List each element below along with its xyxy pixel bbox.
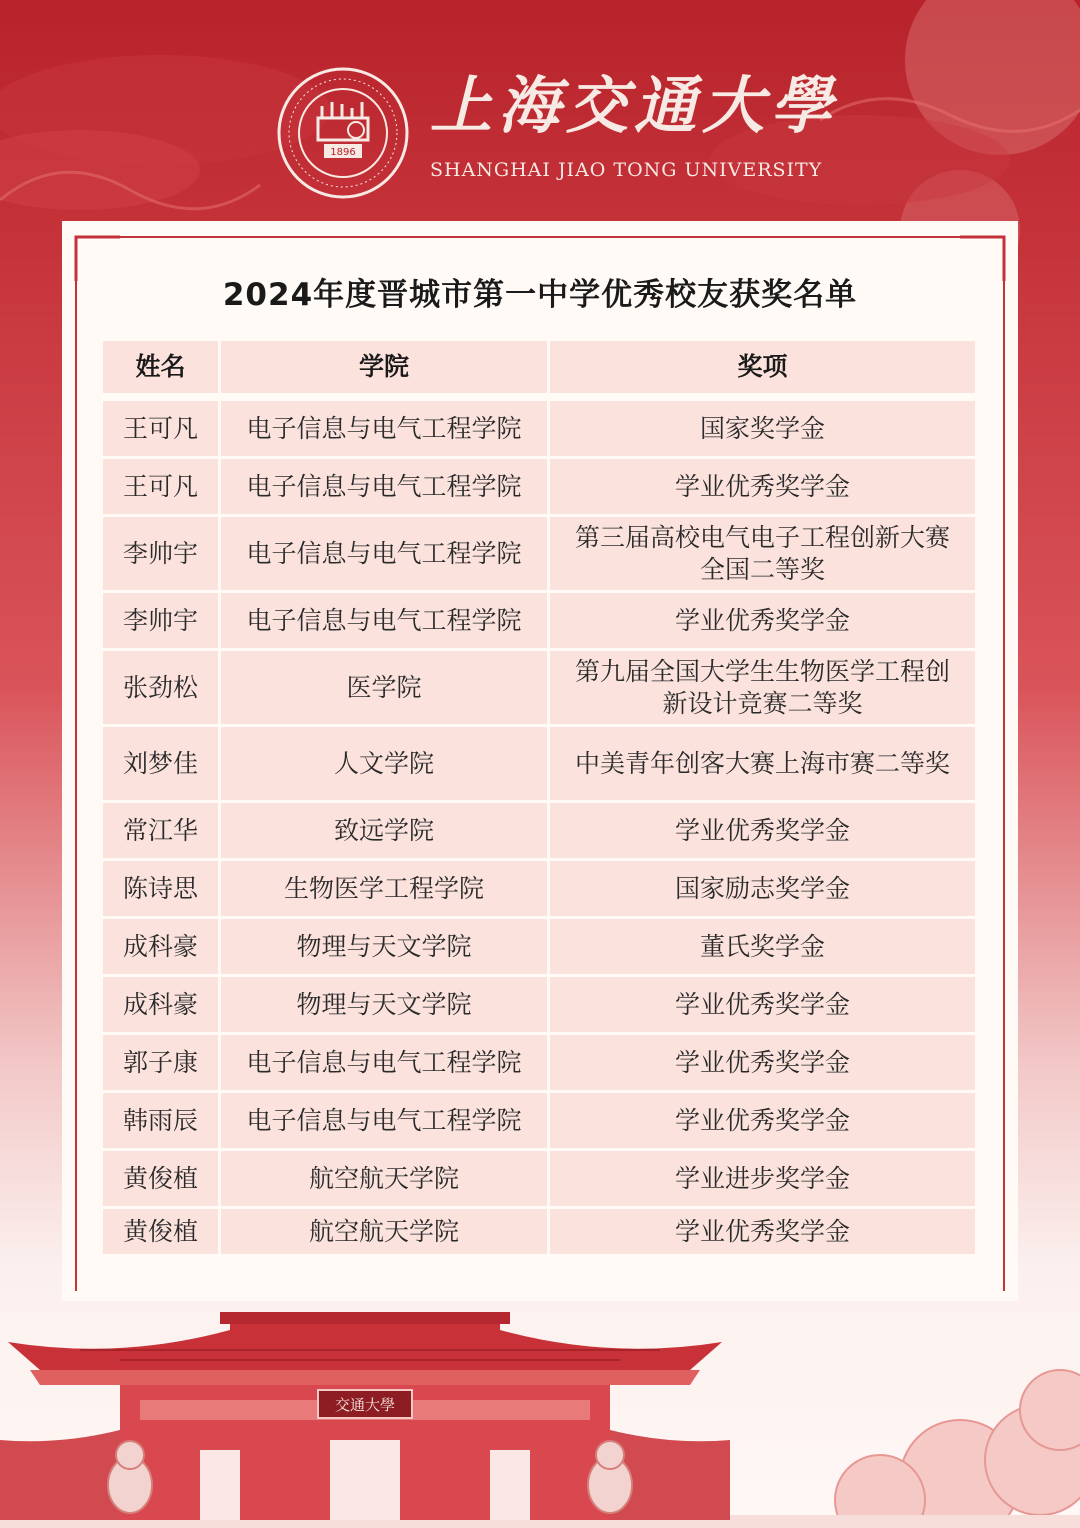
auspicious-cloud-icon (835, 1370, 1080, 1528)
cell-award: 学业进步奖学金 (550, 1151, 975, 1206)
cell-college: 电子信息与电气工程学院 (221, 1093, 547, 1148)
cell-award: 董氏奖学金 (550, 919, 975, 974)
table-row (103, 459, 975, 514)
cell-college: 电子信息与电气工程学院 (221, 401, 547, 456)
table-row (103, 651, 975, 724)
university-gate-illustration-icon (0, 1290, 1080, 1528)
cell-name: 刘梦佳 (103, 727, 218, 800)
table-row (103, 977, 975, 1032)
cell-college: 人文学院 (221, 727, 547, 800)
header (0, 0, 1080, 220)
table-row (103, 727, 975, 800)
university-seal-icon (276, 66, 410, 200)
cell-name: 王可凡 (103, 401, 218, 456)
gate-plaque: 交通大學 (334, 1396, 396, 1414)
seal-year: 1896 (330, 147, 356, 158)
cell-award: 学业优秀奖学金 (550, 1035, 975, 1090)
header-gap (103, 396, 975, 398)
university-name-cn: 上海交通大學 (430, 69, 839, 142)
cell-award: 学业优秀奖学金 (550, 459, 975, 514)
cell-award: 学业优秀奖学金 (550, 1209, 975, 1254)
table-row (103, 1209, 975, 1254)
cell-college: 物理与天文学院 (221, 977, 547, 1032)
table-row (103, 861, 975, 916)
cell-award: 国家奖学金 (550, 401, 975, 456)
table-row (103, 1151, 975, 1206)
table-row (103, 1035, 975, 1090)
table-row (103, 1093, 975, 1148)
cell-college: 致远学院 (221, 803, 547, 858)
table-row (103, 593, 975, 648)
table-row (103, 517, 975, 590)
cell-name: 常江华 (103, 803, 218, 858)
column-header-award: 奖项 (550, 341, 975, 393)
page-title: 2024年度晋城市第一中学优秀校友获奖名单 (222, 277, 858, 313)
cell-name: 韩雨辰 (103, 1093, 218, 1148)
cell-college: 航空航天学院 (221, 1151, 547, 1206)
cell-college: 物理与天文学院 (221, 919, 547, 974)
cell-college: 电子信息与电气工程学院 (221, 1035, 547, 1090)
cell-name: 李帅宇 (103, 593, 218, 648)
table-row (103, 401, 975, 456)
cell-college: 生物医学工程学院 (221, 861, 547, 916)
cell-name: 黄俊植 (103, 1209, 218, 1254)
table-row (103, 803, 975, 858)
cell-college: 电子信息与电气工程学院 (221, 593, 547, 648)
cell-name: 黄俊植 (103, 1151, 218, 1206)
cell-award: 学业优秀奖学金 (550, 1093, 975, 1148)
university-name-en: SHANGHAI JIAO TONG UNIVERSITY (430, 159, 823, 181)
cell-name: 李帅宇 (103, 517, 218, 590)
cell-name: 陈诗思 (103, 861, 218, 916)
cell-college: 电子信息与电气工程学院 (221, 517, 547, 590)
cell-name: 郭子康 (103, 1035, 218, 1090)
cell-award: 第九届全国大学生生物医学工程创新设计竞赛二等奖 (550, 651, 975, 724)
column-header-college: 学院 (221, 341, 547, 393)
cell-college: 电子信息与电气工程学院 (221, 459, 547, 514)
cell-award: 学业优秀奖学金 (550, 803, 975, 858)
cell-name: 王可凡 (103, 459, 218, 514)
cell-name: 张劲松 (103, 651, 218, 724)
awards-table (100, 338, 978, 1257)
cell-award: 中美青年创客大赛上海市赛二等奖 (550, 727, 975, 800)
cell-college: 医学院 (221, 651, 547, 724)
cell-award: 学业优秀奖学金 (550, 593, 975, 648)
cell-college: 航空航天学院 (221, 1209, 547, 1254)
cell-award: 第三届高校电气电子工程创新大赛全国二等奖 (550, 517, 975, 590)
cell-award: 国家励志奖学金 (550, 861, 975, 916)
table-row (103, 919, 975, 974)
cell-name: 成科豪 (103, 919, 218, 974)
column-header-name: 姓名 (103, 341, 218, 393)
cell-award: 学业优秀奖学金 (550, 977, 975, 1032)
table-header-row (103, 341, 975, 393)
cell-name: 成科豪 (103, 977, 218, 1032)
